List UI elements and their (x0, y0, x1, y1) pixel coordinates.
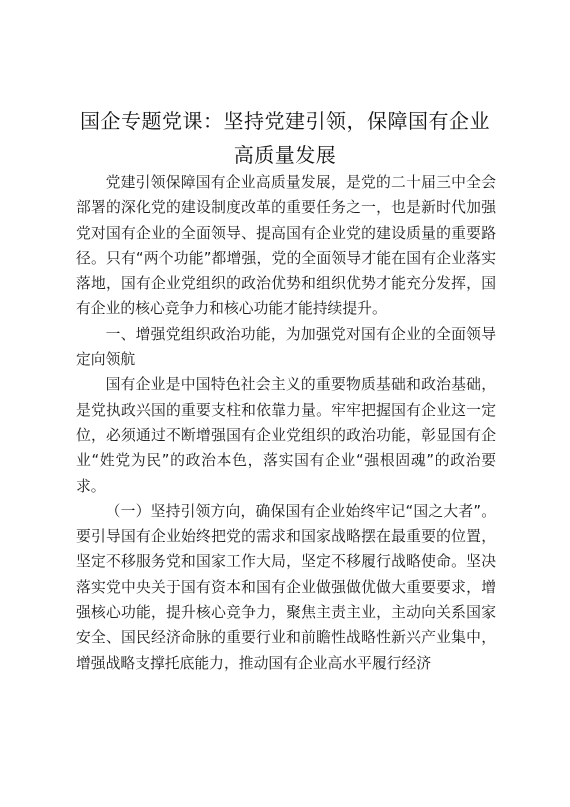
section-heading-1: 一、增强党组织政治功能，为加强党对国有企业的全面领导定向领航 (76, 325, 496, 369)
title-line-2: 高质量发展 (233, 143, 337, 167)
subsection-1-paragraph: （一）坚持引领方向，确保国有企业始终牢记“国之大者”。要引导国有企业始终把党的需求和国家战略摆在最重要的位置，坚定不移服务党和国家工作大局，坚定不移履行战略使命。坚决落实党中央关于国有资本和国有企业做强做优做大重要要求，增强核心功能，提升核心竞争力，聚焦主责主业，主动向关系国家安全、国民经济命脉的重要行业和前瞻性战略性新兴产业集中，增强战略支撑托底能力，推动国有企业高水平履行经济 (76, 502, 496, 672)
document-title (76, 104, 494, 172)
intro-paragraph: 党建引领保障国有企业高质量发展，是党的二十届三中全会部署的深化党的建设制度改革的重要任务之一，也是新时代加强党对国有企业的全面领导、提高国有企业党的建设质量的重要路径。只有“两个功能”都增强，党的全面领导才能在国有企业落实落地，国有企业党组织的政治优势和组织优势才能充分发挥，国有企业的核心竞争力和核心功能才能持续提升。 (76, 174, 496, 318)
document-body (76, 170, 496, 676)
title-line-1: 国企专题党课：坚持党建引领，保障国有企业 (80, 109, 490, 133)
section-1-paragraph: 国有企业是中国特色社会主义的重要物质基础和政治基础，是党执政兴国的重要支柱和依靠力量。牢牢把握国有企业这一定位，必须通过不断增强国有企业党组织的政治功能，彰显国有企业“姓党为民”的政治本色，落实国有企业“强根固魂”的政治要求。 (76, 376, 496, 495)
